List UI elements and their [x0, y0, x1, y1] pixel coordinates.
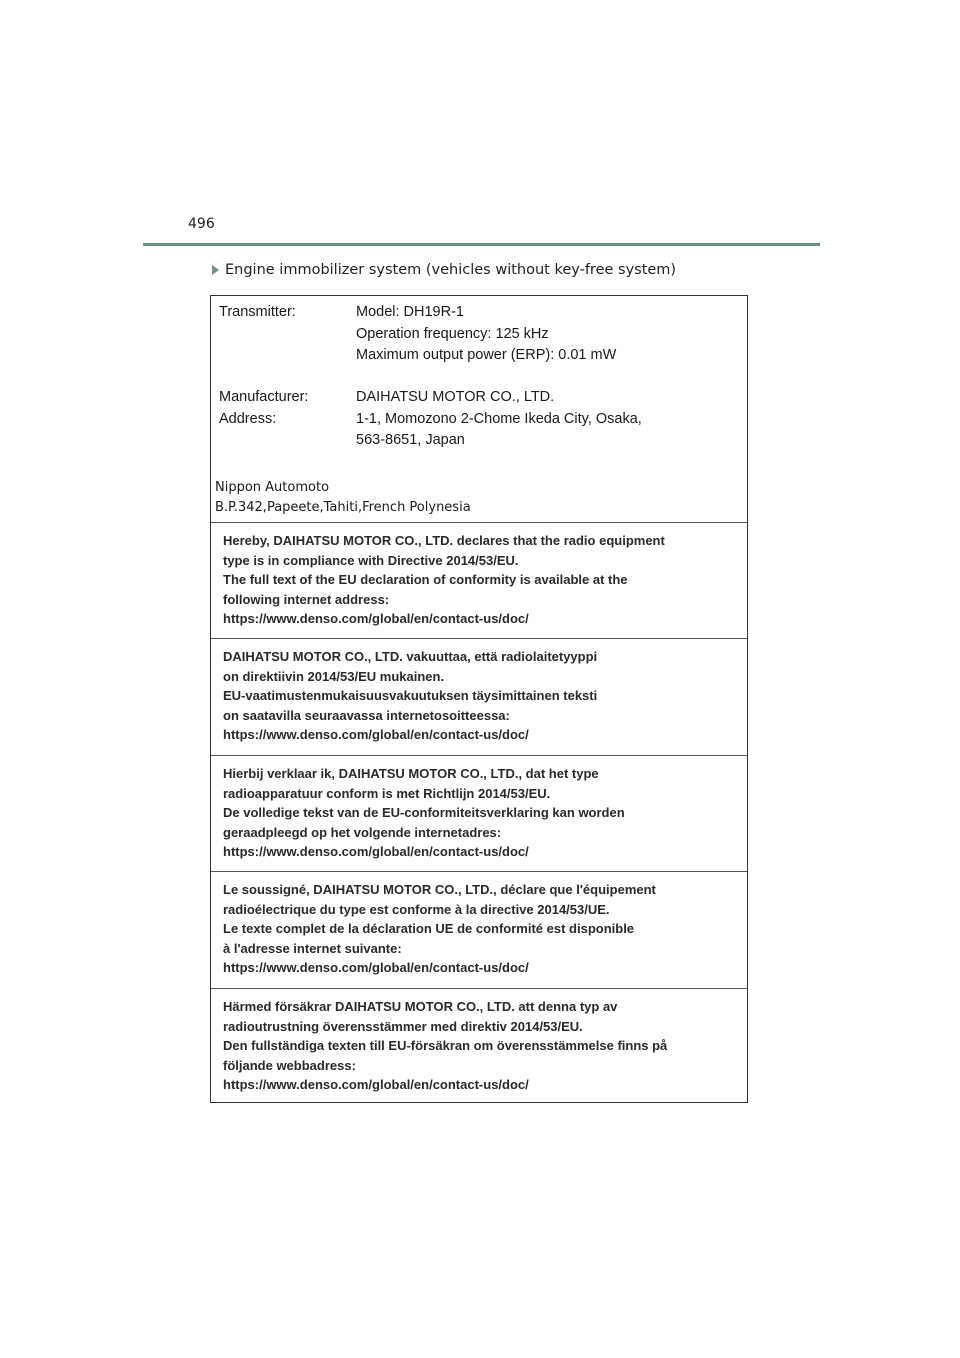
- transmitter-info: [211, 296, 747, 522]
- declaration-text: Härmed försäkrar DAIHATSU MOTOR CO., LTD. att denna typ av radioutrustning överensstämmer med direktiv 2014/53/EU. Den fullständiga texten till EU-försäkran om överensstämmelse finns på följande webbadress: https://www.denso.com/global/en/contact-us/doc/: [223, 999, 668, 1093]
- declaration-text: Le soussigné, DAIHATSU MOTOR CO., LTD., déclare que l'équipement radioélectrique du type est conforme à la directive 2014/53/UE. Le texte complet de la déclaration UE de conformité est disponible à l'adresse internet suivante: https://www.denso.com/global/en/contact-us/doc/: [223, 882, 656, 976]
- address-label: Address:: [219, 411, 277, 427]
- section-heading-text: Engine immobilizer system (vehicles without key-free system): [225, 262, 677, 278]
- transmitter-label: Transmitter:: [219, 304, 296, 320]
- manufacturer-row: [219, 389, 554, 405]
- page-number: 496: [188, 216, 215, 232]
- manufacturer-label: Manufacturer:: [219, 389, 309, 405]
- importer-name: Nippon Automoto: [215, 480, 330, 495]
- arrow-right-icon: [212, 265, 219, 275]
- address-line1: 1-1, Momozono 2-Chome Ikeda City, Osaka,: [356, 411, 642, 427]
- address-line2: 563-8651, Japan: [356, 432, 465, 448]
- transmitter-frequency: Operation frequency: 125 kHz: [356, 326, 549, 342]
- certification-box: [210, 295, 748, 1103]
- declaration-text: Hierbij verklaar ik, DAIHATSU MOTOR CO., LTD., dat het type radioapparatuur conform is met Richtlijn 2014/53/EU. De volledige tekst van de EU-conformiteitsverklaring kan worden geraadpleegd op het volgende internetadres: https://www.denso.com/global/en/contact-us/doc/: [223, 766, 625, 860]
- address-row: [219, 411, 642, 427]
- importer-address: B.P.342,Papeete,Tahiti,French Polynesia: [215, 500, 471, 515]
- transmitter-power: Maximum output power (ERP): 0.01 mW: [356, 347, 617, 363]
- declaration-english: [211, 522, 747, 638]
- header-rule: [143, 243, 820, 246]
- importer-info: [215, 478, 471, 518]
- section-heading: [212, 262, 676, 278]
- declaration-french: [211, 871, 747, 988]
- transmitter-model: Model: DH19R-1: [356, 304, 464, 320]
- transmitter-row: [219, 304, 464, 320]
- declaration-text: DAIHATSU MOTOR CO., LTD. vakuuttaa, että radiolaitetyyppi on direktiivin 2014/53/EU mukainen. EU-vaatimustenmukaisuusvakuutuksen täysimittainen teksti on saatavilla seuraavassa internetosoitteessa: https://www.denso.com/global/en/contact-us/doc/: [223, 649, 598, 743]
- declaration-text: Hereby, DAIHATSU MOTOR CO., LTD. declares that the radio equipment type is in compliance with Directive 2014/53/EU. The full text of the EU declaration of conformity is available at the following internet address: https://www.denso.com/global/en/contact-us/doc/: [223, 533, 665, 627]
- declaration-swedish: [211, 988, 747, 1102]
- declaration-dutch: [211, 755, 747, 871]
- manufacturer-name: DAIHATSU MOTOR CO., LTD.: [356, 389, 555, 405]
- declaration-finnish: [211, 638, 747, 755]
